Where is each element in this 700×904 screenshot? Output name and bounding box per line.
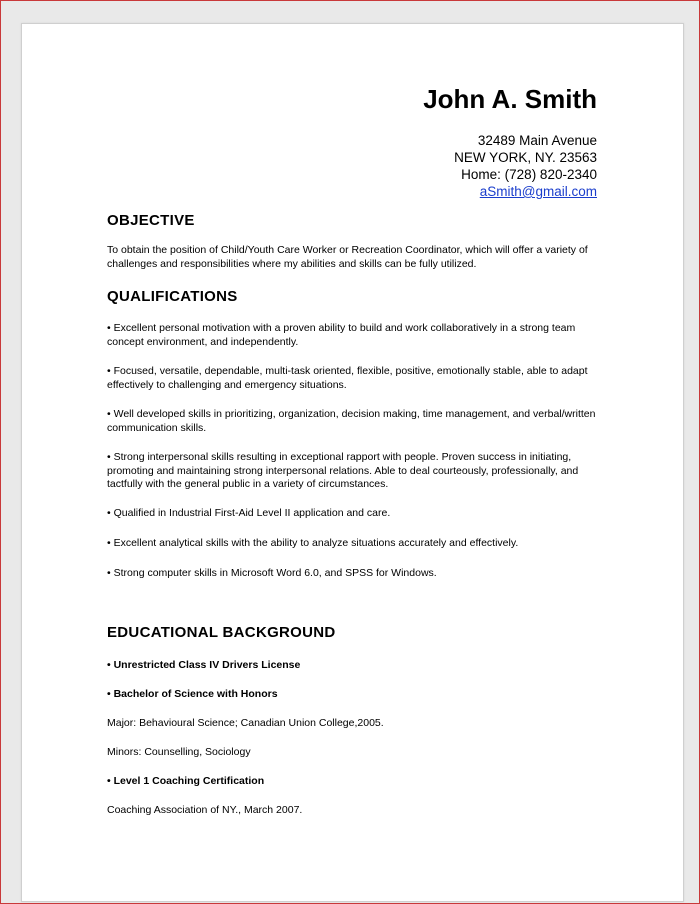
qualification-item: • Focused, versatile, dependable, multi-task oriented, flexible, positive, emotionally stable, able to adapt effectively to challenging and emergency situations.: [107, 365, 588, 391]
candidate-name: John A. Smith: [423, 84, 597, 114]
drivers-license: • Unrestricted Class IV Drivers License: [107, 659, 301, 671]
phone-number: Home: (728) 820-2340: [461, 167, 597, 182]
coaching-certification: • Level 1 Coaching Certification: [107, 775, 265, 787]
qualification-item: • Excellent analytical skills with the ability to analyze situations accurately and effectively.: [107, 537, 519, 549]
qualification-item: • Well developed skills in prioritizing, organization, decision making, time management, and verbal/written communication skills.: [107, 408, 596, 434]
minors: Minors: Counselling, Sociology: [107, 746, 251, 758]
coaching-detail: Coaching Association of NY., March 2007.: [107, 804, 303, 816]
objective-text: To obtain the position of Child/Youth Care Worker or Recreation Coordinator, which will offer a variety of challenges and responsibilities where my abilities and skills can be fully utilized.: [107, 244, 588, 270]
education-heading: EDUCATIONAL BACKGROUND: [107, 624, 336, 641]
email-link[interactable]: aSmith@gmail.com: [479, 184, 597, 199]
qualifications-heading: QUALIFICATIONS: [107, 288, 238, 305]
qualification-item: • Qualified in Industrial First-Aid Level II application and care.: [107, 507, 391, 519]
qualification-item: • Strong computer skills in Microsoft Word 6.0, and SPSS for Windows.: [107, 567, 437, 579]
qualification-item: • Strong interpersonal skills resulting in exceptional rapport with people. Proven success in initiating, promoting and maintaining strong interpersonal relations. Able to deal courteously, professionally, and tactfully with the general public in a variety of circumstances.: [107, 451, 579, 490]
objective-heading: OBJECTIVE: [107, 212, 195, 229]
resume-page: [21, 23, 684, 902]
degree: • Bachelor of Science with Honors: [107, 688, 278, 700]
address-line-1: 32489 Main Avenue: [477, 133, 597, 148]
contact-block: [454, 132, 597, 200]
major: Major: Behavioural Science; Canadian Union College,2005.: [107, 717, 384, 729]
qualification-item: • Excellent personal motivation with a proven ability to build and work collaboratively in a strong team concept environment, and independently.: [107, 322, 576, 348]
address-line-2: NEW YORK, NY. 23563: [454, 150, 597, 165]
